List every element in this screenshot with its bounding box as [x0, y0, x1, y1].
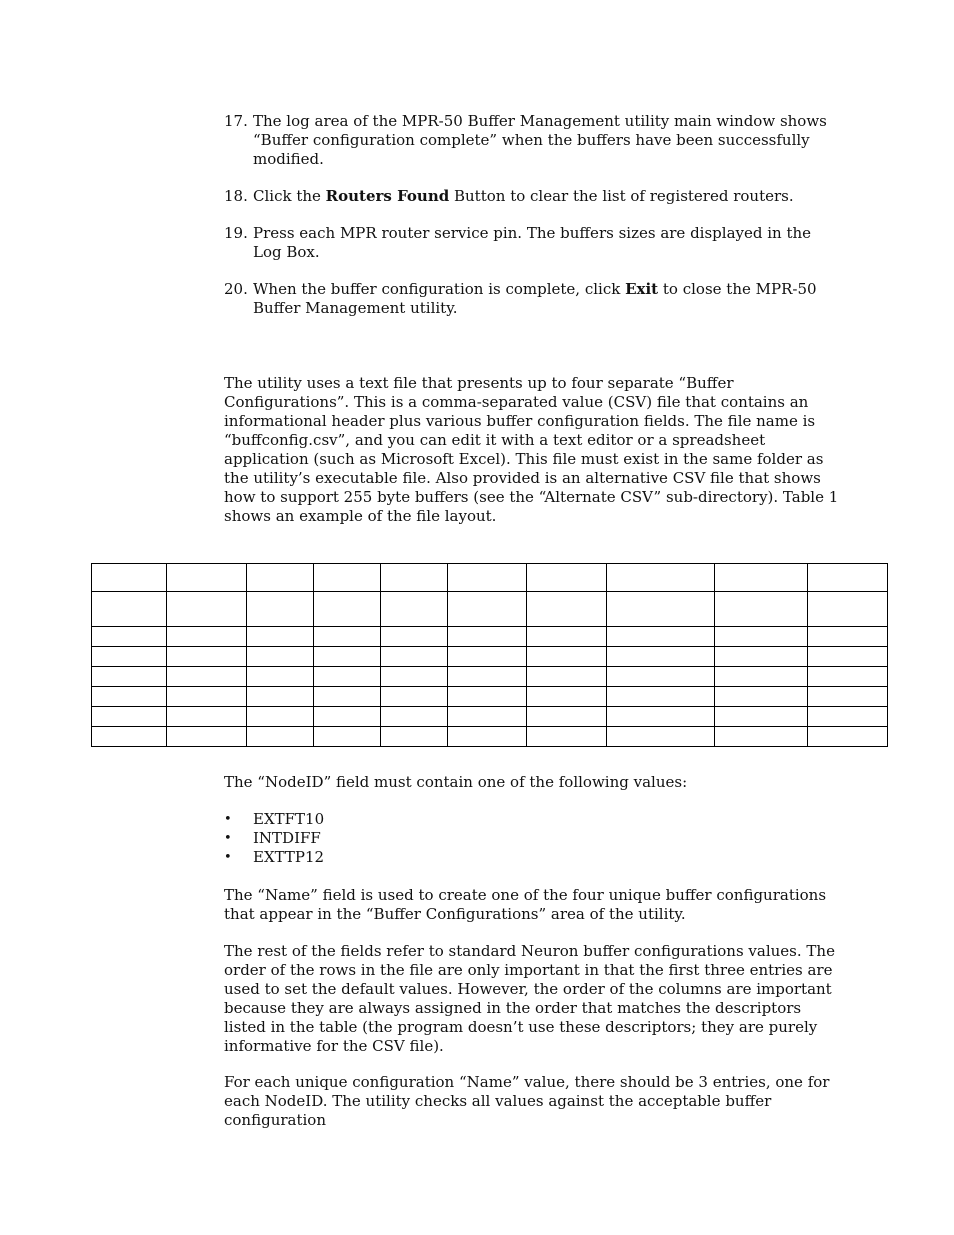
entries-paragraph: For each unique configuration “Name” value, there should be 3 entries, one for each NodeID. The utility checks all values against the acceptable buffer configuration: [224, 1073, 830, 1129]
table-cell: [167, 667, 247, 687]
table-cell: [92, 564, 167, 592]
bullet-icon: •: [224, 812, 232, 827]
table-cell: [715, 627, 808, 647]
routers-found-button-ref: Routers Found: [325, 187, 450, 205]
table-cell: [527, 564, 607, 592]
table-cell: [247, 687, 314, 707]
table-cell: [314, 727, 381, 747]
table-row: [92, 627, 888, 647]
table-cell: [92, 647, 167, 667]
list-item: [224, 810, 324, 829]
table-cell: [247, 564, 314, 592]
table-cell: [527, 667, 607, 687]
table-cell: [167, 647, 247, 667]
step-text-part: Press each MPR router service pin. The buffers sizes are displayed in the Log Box.: [253, 224, 812, 261]
table-cell: [607, 564, 715, 592]
procedure-steps: [224, 112, 844, 336]
step-number: 20.: [224, 280, 248, 298]
table-cell: [607, 727, 715, 747]
table-cell: [527, 647, 607, 667]
table-cell: [715, 727, 808, 747]
table-cell: [448, 592, 527, 627]
table-cell: [607, 627, 715, 647]
step-text-part: Button to clear the list of registered routers.: [449, 187, 794, 205]
table-cell: [715, 564, 808, 592]
table-cell: [247, 592, 314, 627]
exit-button-ref: Exit: [625, 280, 659, 298]
table-cell: [381, 707, 448, 727]
step-text-part: When the buffer configuration is complete, click: [253, 280, 626, 298]
table-cell: [314, 564, 381, 592]
table-cell: [167, 627, 247, 647]
table-cell: [314, 647, 381, 667]
table-cell: [167, 727, 247, 747]
table-row: [92, 592, 888, 627]
table-cell: [607, 592, 715, 627]
table-cell: [808, 667, 888, 687]
nodeid-value: EXTFT10: [253, 810, 325, 828]
table-cell: [808, 707, 888, 727]
step-18: [224, 187, 844, 206]
step-number: 19.: [224, 224, 248, 242]
step-19: [224, 224, 844, 262]
table-cell: [448, 627, 527, 647]
table-cell: [314, 707, 381, 727]
table-cell: [167, 592, 247, 627]
table-cell: [381, 687, 448, 707]
list-item: [224, 829, 324, 848]
step-text: [253, 280, 844, 318]
table-cell: [607, 667, 715, 687]
table-row: [92, 707, 888, 727]
table-cell: [314, 627, 381, 647]
nodeid-values-list: [224, 810, 324, 867]
table-cell: [527, 727, 607, 747]
table-cell: [381, 667, 448, 687]
table-cell: [92, 727, 167, 747]
table-cell: [448, 687, 527, 707]
table-cell: [808, 687, 888, 707]
bullet-icon: •: [224, 850, 232, 865]
table-cell: [808, 727, 888, 747]
step-text-part: to close the MPR-50 Buffer Management utility.: [253, 280, 817, 317]
table-cell: [607, 647, 715, 667]
table-cell: [247, 667, 314, 687]
table-cell: [381, 564, 448, 592]
table-cell: [92, 687, 167, 707]
table-cell: [448, 647, 527, 667]
table-cell: [715, 592, 808, 627]
step-number: 18.: [224, 187, 248, 205]
table-cell: [527, 627, 607, 647]
step-text: [253, 112, 844, 169]
step-17: [224, 112, 844, 169]
nodeid-intro: The “NodeID” field must contain one of the following values:: [224, 773, 688, 791]
table-cell: [381, 647, 448, 667]
table-row: [92, 667, 888, 687]
table-cell: [167, 707, 247, 727]
table-cell: [715, 707, 808, 727]
step-text-part: Click the: [253, 187, 326, 205]
table-cell: [92, 667, 167, 687]
table-cell: [808, 564, 888, 592]
table-cell: [448, 727, 527, 747]
table-cell: [808, 627, 888, 647]
table-cell: [808, 592, 888, 627]
table-cell: [715, 647, 808, 667]
table-cell: [247, 647, 314, 667]
table-cell: [607, 707, 715, 727]
table-cell: [92, 707, 167, 727]
bullet-icon: •: [224, 831, 232, 846]
step-20: [224, 280, 844, 318]
table-cell: [314, 667, 381, 687]
table-cell: [247, 707, 314, 727]
table-cell: [167, 564, 247, 592]
table-cell: [715, 667, 808, 687]
table-cell: [314, 592, 381, 627]
fields-paragraph: The rest of the fields refer to standard Neuron buffer configurations values. The order of the rows in the file are only important in that the first three entries are used to set the default values. However, the order of the columns are important because they are always assigned in the order that matches the descriptors listed in the table (the program doesn’t use these descriptors; they are purely informative for the CSV file).: [224, 942, 835, 1055]
table-cell: [448, 707, 527, 727]
table-cell: [381, 627, 448, 647]
table-cell: [247, 627, 314, 647]
table-cell: [808, 647, 888, 667]
table-cell: [448, 564, 527, 592]
file-layout-table: [91, 563, 888, 747]
table-row: [92, 564, 888, 592]
nodeid-value: INTDIFF: [253, 829, 321, 847]
table-cell: [381, 727, 448, 747]
table-cell: [715, 687, 808, 707]
table-cell: [92, 592, 167, 627]
step-number: 17.: [224, 112, 248, 130]
table-cell: [314, 687, 381, 707]
table-cell: [247, 727, 314, 747]
step-text: [253, 187, 844, 206]
step-text: [253, 224, 844, 262]
table-row: [92, 727, 888, 747]
nodeid-value: EXTTP12: [253, 848, 325, 866]
table-cell: [381, 592, 448, 627]
table-cell: [92, 627, 167, 647]
table-cell: [448, 667, 527, 687]
step-text-part: The log area of the MPR-50 Buffer Management utility main window shows “Buffer configuration complete” when the buffers have been successfully modified.: [253, 112, 827, 168]
table-row: [92, 687, 888, 707]
table-cell: [527, 687, 607, 707]
table-cell: [527, 707, 607, 727]
table-cell: [527, 592, 607, 627]
name-field-paragraph: The “Name” field is used to create one of the four unique buffer configurations that appear in the “Buffer Configurations” area of the utility.: [224, 886, 827, 923]
csv-intro-paragraph: The utility uses a text file that presents up to four separate “Buffer Configurations”. This is a comma-separated value (CSV) file that contains an informational header plus various buffer configuration fields. The file name is “buffconfig.csv”, and you can edit it with a text editor or a spreadsheet application (such as Microsoft Excel). This file must exist in the same folder as the utility’s executable file. Also provided is an alternative CSV file that shows how to support 255 byte buffers (see the “Alternate CSV” sub-directory). Table 1 shows an example of the file layout.: [224, 374, 839, 525]
list-item: [224, 848, 324, 867]
table-cell: [607, 687, 715, 707]
table-cell: [167, 687, 247, 707]
table-row: [92, 647, 888, 667]
